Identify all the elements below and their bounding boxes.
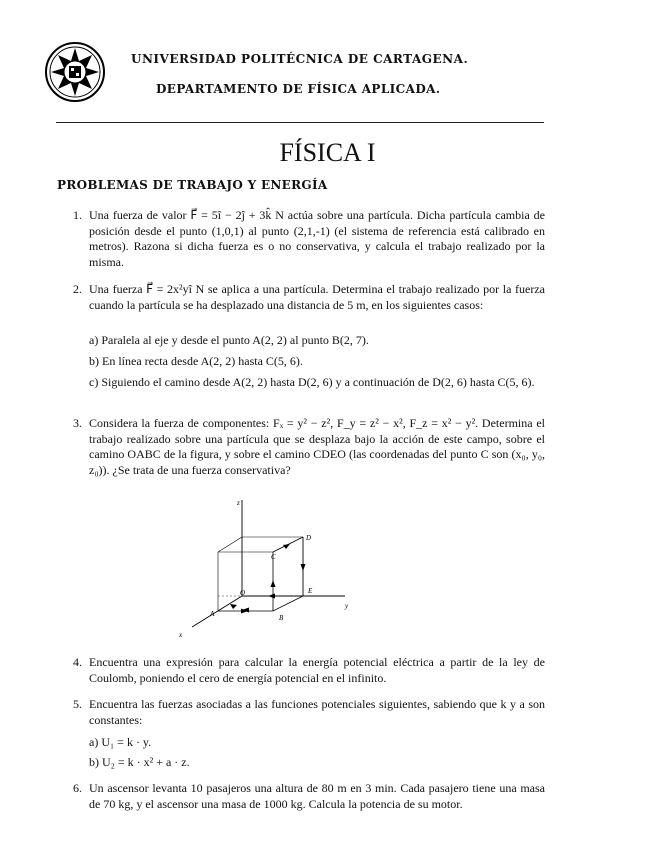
problem-number: 6.: [73, 781, 82, 795]
problem-1: [73, 208, 545, 270]
university-logo-icon: [44, 41, 106, 103]
problem-number: 4.: [73, 655, 82, 669]
label-z: z: [237, 499, 240, 507]
problem-2-case-a: a) Paralela al eje y desde el punto A(2, 2) al punto B(2, 7).: [89, 333, 369, 347]
arrow-de: [301, 564, 306, 571]
page-title: FÍSICA I: [279, 138, 376, 167]
problem-number: 3.: [73, 416, 82, 430]
label-c: C: [271, 553, 276, 561]
problem-4: [73, 655, 545, 686]
problem-5: [73, 697, 545, 728]
header-divider: [56, 122, 544, 123]
label-x: x: [179, 631, 183, 639]
arrow-bc: [271, 580, 276, 587]
problem-number: 5.: [73, 697, 82, 711]
problem-text: Una fuerza de valor F⃗ = 5î − 2ĵ + 3k̂ N actúa sobre una partícula. Dicha partícula cambia de posición desde el punto (1,0,1) al punto (2,1,-1) (el sistema de referencia está calibrado en metros). Razona si dicha fuerza es o no conservativa, y calcula el trabajo realizado por la misma.: [89, 208, 545, 269]
department-name: DEPARTAMENTO DE FÍSICA APLICADA.: [156, 82, 441, 96]
problem-text: Considera la fuerza de componentes: Fₓ = y² − z², F_y = z² − x², F_z = x² − y². Determina el trabajo realizado sobre una partícula que se desplaza bajo la acción de este campo, sobre el camino OABC de la figura, y sobre el camino CDEO (las coordenadas del punto C son (x₀, y₀, z₀)). ¿Se trata de una fuerza conservativa?: [89, 416, 545, 477]
section-heading: PROBLEMAS DE TRABAJO Y ENERGÍA: [57, 178, 328, 192]
label-d: D: [306, 534, 312, 542]
problem-5-case-a: a) U₁ = k · y.: [89, 735, 152, 749]
problem-text: Encuentra las fuerzas asociadas a las funciones potenciales siguientes, sabiendo que k y a son constantes:: [89, 697, 545, 727]
problem-text: Encuentra una expresión para calcular la energía potencial eléctrica a partir de la ley de Coulomb, poniendo el cero de energía potencial en el infinito.: [89, 655, 545, 685]
x-axis: [192, 596, 242, 627]
label-a: A: [210, 610, 215, 618]
university-name: UNIVERSIDAD POLITÉCNICA DE CARTAGENA.: [131, 52, 469, 66]
label-b: B: [279, 614, 284, 622]
problem-5-case-b: b) U₂ = k · x² + a · z.: [89, 755, 190, 769]
path-diagram-figure: [170, 492, 370, 642]
label-o: O: [240, 589, 246, 597]
problem-2-case-b: b) En línea recta desde A(2, 2) hasta C(5, 6).: [89, 354, 303, 368]
problem-number: 1.: [73, 208, 82, 222]
problem-text: Un ascensor levanta 10 pasajeros una altura de 80 m en 3 min. Cada pasajero tiene una masa de 70 kg, y el ascensor una masa de 1000 kg. Calcula la potencia de su motor.: [89, 781, 545, 811]
label-y: y: [345, 602, 349, 610]
label-e: E: [308, 587, 313, 595]
problem-number: 2.: [73, 282, 82, 296]
problem-3: [73, 416, 545, 478]
problem-6: [73, 781, 545, 812]
problem-text: Una fuerza F⃗ = 2x²yî N se aplica a una partícula. Determina el trabajo realizado por la fuerza cuando la partícula se ha desplazado una distancia de 5 m, en los siguientes casos:: [89, 282, 545, 312]
problem-2: [73, 282, 545, 313]
problem-2-case-c: c) Siguiendo el camino desde A(2, 2) hasta D(2, 6) y a continuación de D(2, 6) hasta C(5, 6).: [89, 375, 535, 389]
arrow-eo: [268, 594, 275, 599]
